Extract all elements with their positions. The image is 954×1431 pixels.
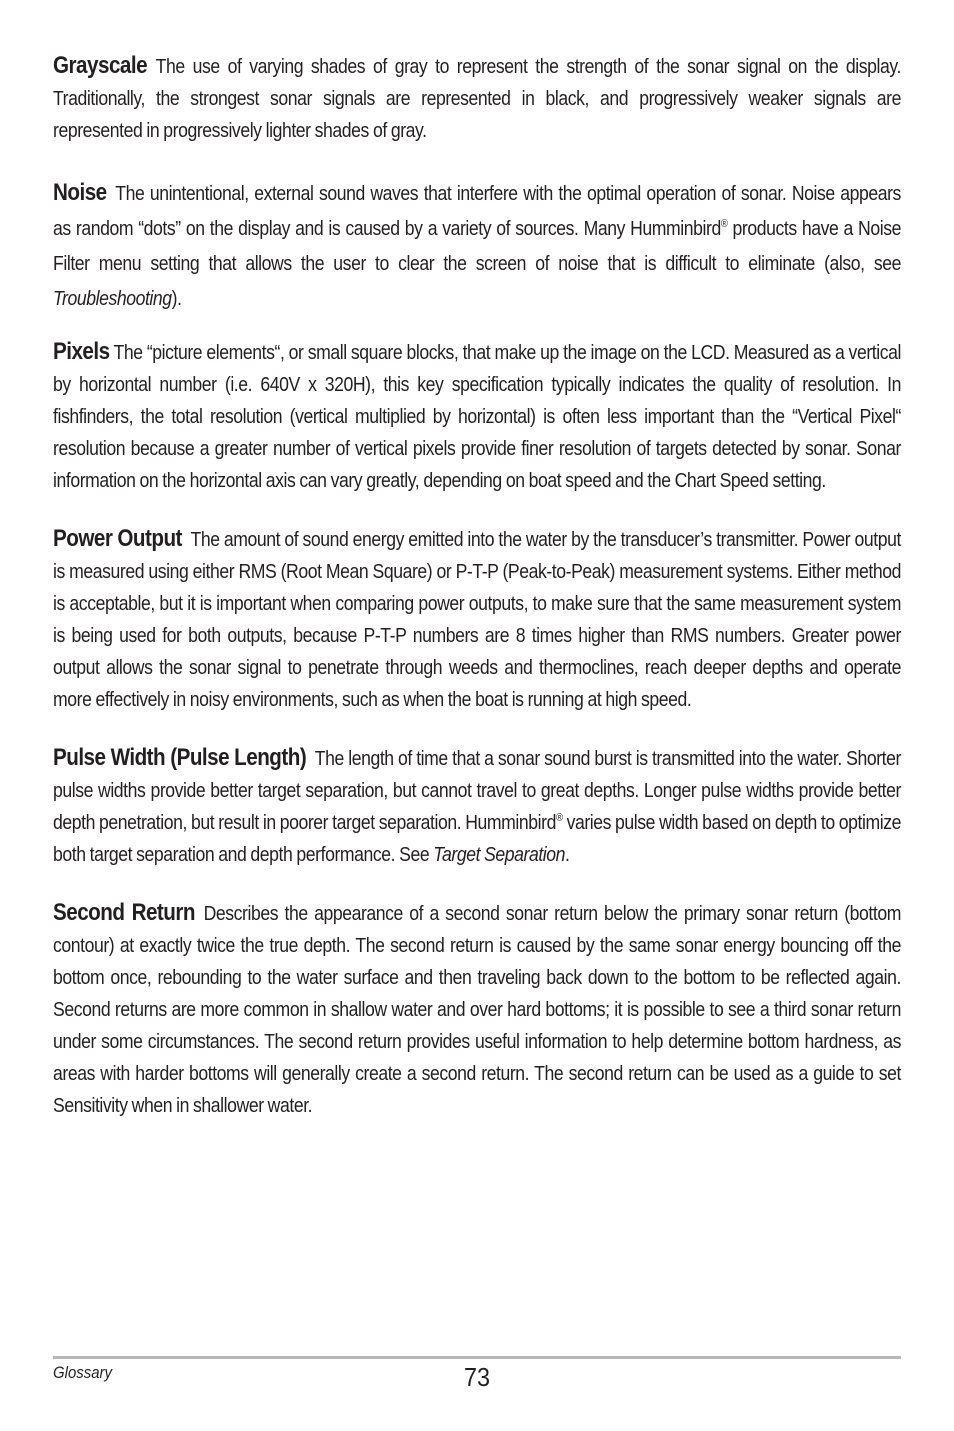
entry-term: Power Output	[53, 525, 182, 552]
registered-mark: ®	[555, 812, 563, 824]
cross-reference-link[interactable]: Troubleshooting	[53, 287, 172, 310]
entry-definition-cont: varies pulse width based on depth to optimize both target separation and depth performance. See	[53, 811, 901, 866]
entry-definition: The use of varying shades of gray to represent the strength of the sonar signal on the display. Traditionally, the strongest sonar signals are represented in black, and progressively weaker signals are represented in progressively lighter shades of gray.	[53, 55, 901, 142]
entry-definition-cont: products have a Noise Filter menu setting that allows the user to clear the screen of noise that is difficult to eliminate (also, see	[53, 217, 901, 275]
entry-second-return	[53, 897, 901, 1122]
entry-grayscale	[53, 50, 901, 147]
page-number: 73	[463, 1362, 491, 1392]
entry-term: Noise	[53, 179, 107, 206]
entry-term: Second Return	[53, 899, 195, 926]
entry-definition-end: .	[565, 843, 570, 866]
entry-definition: The length of time that a sonar sound burst is transmitted into the water. Shorter pulse widths provide better target separation, but cannot travel to great depths. Longer pulse widths provide better depth penetration, but result in poorer target separation. Humminbird	[53, 747, 901, 834]
entry-power-output	[53, 523, 901, 716]
footer-divider	[53, 1356, 901, 1359]
footer-section-name: Glossary	[53, 1363, 113, 1382]
entry-definition: The “picture elements“, or small square blocks, that make up the image on the LCD. Measured as a vertical by horizontal number (i.e. 640V x 320H), this key specification typically indicates the quality of resolution. In fishfinders, the total resolution (vertical multiplied by horizontal) is often less important than the “Vertical Pixel“ resolution because a greater number of vertical pixels provide finer resolution of targets detected by sonar. Sonar information on the horizontal axis can vary greatly, depending on boat speed and the Chart Speed setting.	[53, 341, 901, 492]
entry-definition: The unintentional, external sound waves that interfere with the optimal operation of sonar. Noise appears as random “dots” on the display and is caused by a variety of sources. Many Humminbird	[53, 182, 901, 240]
entry-pixels	[53, 336, 901, 497]
entry-definition-end: ).	[171, 287, 182, 310]
entry-term: Grayscale	[53, 52, 148, 79]
entry-definition: The amount of sound energy emitted into the water by the transducer’s transmitter. Power output is measured using either RMS (Root Mean Square) or P-T-P (Peak-to-Peak) measurement systems. Either method is acceptable, but it is important when comparing power outputs, to make sure that the same measurement system is being used for both outputs, because P-T-P numbers are 8 times higher than RMS numbers. Greater power output allows the sonar signal to penetrate through weeds and thermoclines, reach deeper depths and operate more effectively in noisy environments, such as when the boat is running at high speed.	[53, 528, 901, 711]
entry-term: Pulse Width (Pulse Length)	[53, 744, 307, 771]
entry-definition: Describes the appearance of a second sonar return below the primary sonar return (bottom contour) at exactly twice the true depth. The second return is caused by the same sonar energy bouncing off the bottom once, rebounding to the water surface and then traveling back down to the bottom to be reflected again. Second returns are more common in shallow water and over hard bottoms; it is possible to see a third sonar return under some circumstances. The second return provides useful information to help determine bottom hardness, as areas with harder bottoms will generally create a second return. The second return can be used as a guide to set Sensitivity when in shallower water.	[53, 902, 901, 1117]
registered-mark: ®	[720, 218, 728, 230]
cross-reference-link[interactable]: Target Separation	[433, 843, 566, 866]
glossary-content	[53, 50, 901, 1122]
entry-term: Pixels	[53, 338, 110, 365]
entry-noise	[53, 175, 901, 316]
entry-pulse-width	[53, 742, 901, 871]
